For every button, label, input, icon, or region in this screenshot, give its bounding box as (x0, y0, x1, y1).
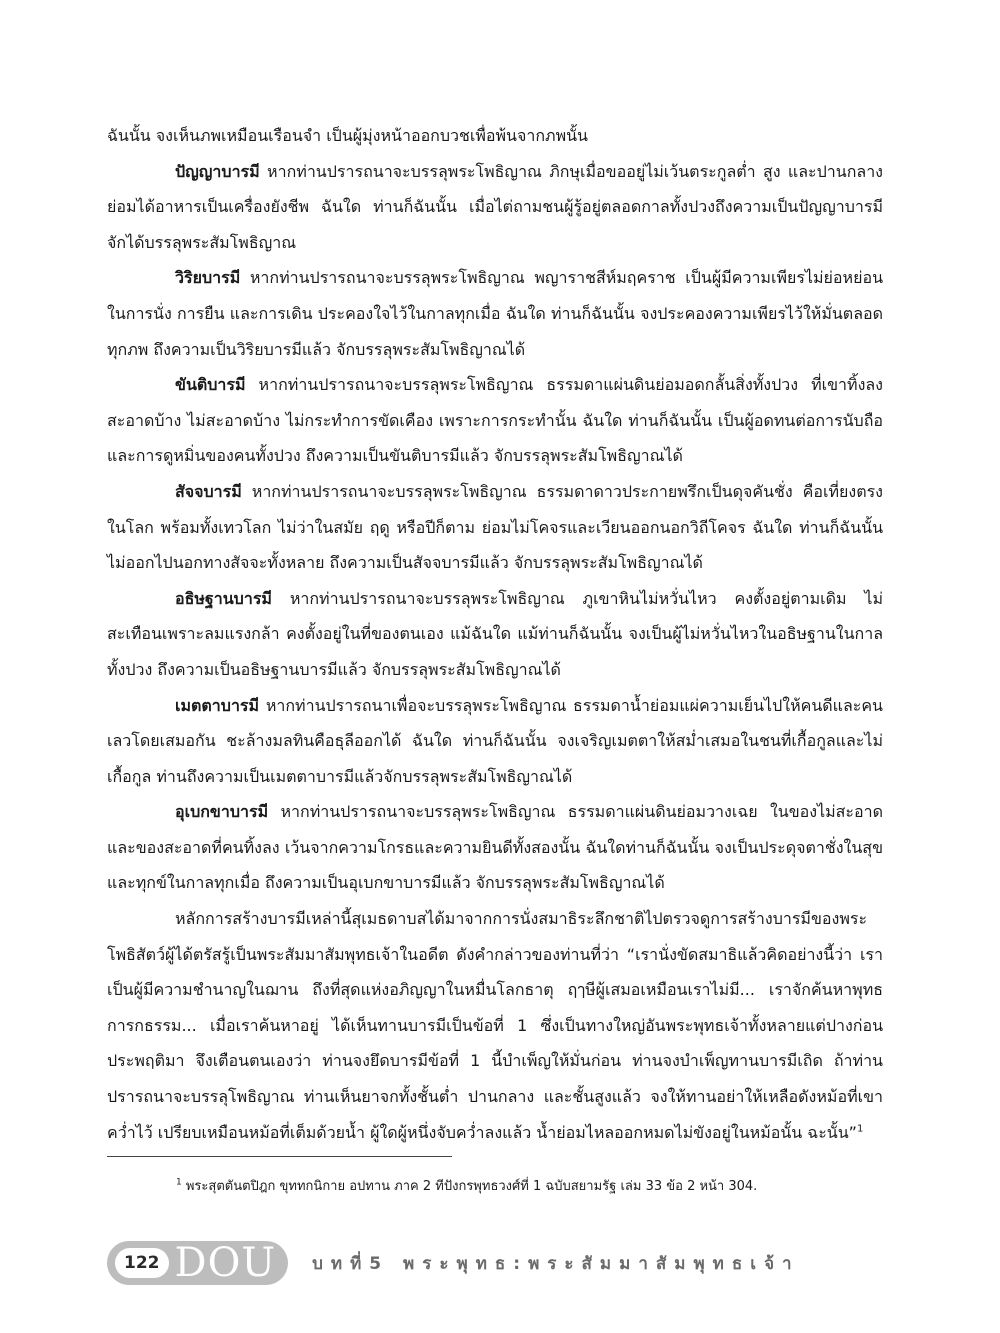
paragraph-metta (107, 688, 883, 795)
paragraph-text: หากท่านปรารถนาจะบรรลุพระโพธิญาณ ธรรมดาแผ่นดินย่อมวางเฉย ในของไม่สะอาดและของสะอาดที่คนทิ้งลง เว้นจากความโกรธและความยินดีทั้งสองนั้น ฉันใดท่านก็ฉันนั้น จงเป็นประดุจตาชั่งในสุขและทุกข์ในกาลทุกเมื่อ ถึงความเป็นอุเบกขาบารมีแล้ว จักบรรลุพระสัมโพธิญาณได้ (107, 802, 883, 893)
page-footer (107, 1240, 800, 1286)
paragraph-text: หากท่านปรารถนาจะบรรลุพระโพธิญาณ พญาราชสีห์มฤคราช เป็นผู้มีความเพียรไม่ย่อหย่อนในการนั่ง การยืน และการเดิน ประคองใจไว้ในกาลทุกเมื่อ ฉันใด ท่านก็ฉันนั้น จงประคองความเพียรไว้ให้มั่นตลอดทุกภพ ถึงความเป็นวิริยบารมีแล้ว จักบรรลุพระสัมโพธิญาณได้ (107, 268, 883, 359)
page-body (107, 118, 883, 1150)
footnote-number: 1 (176, 1177, 182, 1188)
paragraph-khanti (107, 367, 883, 474)
paragraph-term: อุเบกขาบารมี (175, 802, 269, 822)
paragraph-term: วิริยบารมี (175, 268, 241, 288)
chapter-title: บทที่5 พระพุทธ:พระสัมมาสัมพุทธเจ้า (312, 1253, 800, 1274)
paragraph-text: หากท่านปรารถนาจะบรรลุพระโพธิญาณ ภูเขาหินไม่หวั่นไหว คงตั้งอยู่ตามเดิม ไม่สะเทือนเพราะลมแรงกล้า คงตั้งอยู่ในที่ของตนเอง แม้ฉันใด แม้ท่านก็ฉันนั้น จงเป็นผู้ไม่หวั่นไหวในอธิษฐานในกาลทั้งปวง ถึงความเป็นอธิษฐานบารมีแล้ว จักบรรลุพระสัมโพธิญาณได้ (107, 588, 883, 679)
paragraph-adhitthana (107, 581, 883, 688)
paragraph-term: เมตตาบารมี (175, 695, 260, 715)
paragraph-term: ปัญญาบารมี (175, 161, 260, 181)
paragraph-text: หากท่านปรารถนาจะบรรลุพระโพธิญาณ ธรรมดาดาวประกายพรึกเป็นดุจคันชั่ง คือเที่ยงตรงในโลก พร้อมทั้งเทวโลก ไม่ว่าในสมัย ฤดู หรือปีก็ตาม ย่อมไม่โคจรและเวียนออกนอกวิถีโคจร ฉันใด ท่านก็ฉันนั้น ไม่ออกไปนอกทางสัจจะทั้งหลาย ถึงความเป็นสัจจบารมีแล้ว จักบรรลุพระสัมโพธิญาณได้ (107, 481, 883, 573)
footnote-ref[interactable]: 1 (856, 1123, 864, 1135)
paragraph-text: หากท่านปรารถนาจะบรรลุพระโพธิญาณ ภิกษุเมื่อขออยู่ไม่เว้นตระกูลต่ำ สูง และปานกลาง ย่อมได้อาหารเป็นเครื่องยังชีพ ฉันใด ท่านก็ฉันนั้น เมื่อไต่ถามชนผู้รู้อยู่ตลอดกาลทั้งปวงถึงความเป็นปัญญาบารมี จักได้บรรลุพระสัมโพธิญาณ (107, 161, 883, 252)
paragraph-panna (107, 154, 883, 261)
paragraph-viriya (107, 260, 883, 367)
paragraph-sacca (107, 474, 883, 581)
footer-badge (107, 1241, 288, 1285)
footnote-text: พระสุตตันตปิฎก ขุททกนิกาย อปทาน ภาค 2 ทีปังกรพุทธวงศ์ที่ 1 ฉบับสยามรัฐ เล่ม 33 ข้อ 2 หน้า 304. (181, 1179, 758, 1194)
paragraph-text: ฉันนั้น จงเห็นภพเหมือนเรือนจำ เป็นผู้มุ่งหน้าออกบวชเพื่อพ้นจากภพนั้น (107, 126, 588, 145)
footnote-divider (107, 1156, 452, 1157)
page-number: 122 (115, 1248, 169, 1278)
brand-logo: DOU (174, 1240, 277, 1286)
paragraph-text: หากท่านปรารถนาจะบรรลุพระโพธิญาณ ธรรมดาแผ่นดินย่อมอดกลั้นสิ่งทั้งปวง ที่เขาทิ้งลงสะอาดบ้าง ไม่สะอาดบ้าง ไม่กระทำการขัดเคือง เพราะการกระทำนั้น ฉันใด ท่านก็ฉันนั้น เป็นผู้อดทนต่อการนับถือและการดูหมิ่นของคนทั้งปวง ถึงความเป็นขันติบารมีแล้ว จักบรรลุพระสัมโพธิญาณได้ (107, 375, 883, 466)
footnote (176, 1177, 896, 1197)
paragraph-summary (107, 901, 883, 1150)
paragraph-term: ขันติบารมี (175, 375, 246, 395)
paragraph-text: หากท่านปรารถนาเพื่อจะบรรลุพระโพธิญาณ ธรรมดาน้ำย่อมแผ่ความเย็นไปให้คนดีและคนเลวโดยเสมอกัน ชะล้างมลทินคือธุลีออกได้ ฉันใด ท่านก็ฉันนั้น จงเจริญเมตตาให้สม่ำเสมอในชนที่เกื้อกูลและไม่เกื้อกูล ท่านถึงความเป็นเมตตาบารมีแล้วจักบรรลุพระสัมโพธิญาณได้ (107, 695, 883, 786)
paragraph-term: สัจจบารมี (175, 481, 242, 501)
paragraph-term: อธิษฐานบารมี (175, 588, 272, 608)
paragraph-intro-continuation (107, 118, 883, 154)
paragraph-upekkha (107, 794, 883, 901)
paragraph-text: หลักการสร้างบารมีเหล่านี้สุเมธดาบสได้มาจากการนั่งสมาธิระลึกชาติไปตรวจดูการสร้างบารมีของพระโพธิสัตว์ผู้ได้ตรัสรู้เป็นพระสัมมาสัมพุทธเจ้าในอดีต ดังคำกล่าวของท่านที่ว่า “เรานั่งขัดสมาธิแล้วคิดอย่างนี้ว่า เราเป็นผู้มีความชำนาญในฌาน ถึงที่สุดแห่งอภิญญาในหมื่นโลกธาตุ ฤๅษีผู้เสมอเหมือนเราไม่มี... เราจักค้นหาพุทธการกธรรม... เมื่อเราค้นหาอยู่ ได้เห็นทานบารมีเป็นข้อที่ 1 ซึ่งเป็นทางใหญ่อันพระพุทธเจ้าทั้งหลายแต่ปางก่อนประพฤติมา จึงเตือนตนเองว่า ท่านจงยึดบารมีข้อที่ 1 นี้บำเพ็ญให้มั่นก่อน ท่านจงบำเพ็ญทานบารมีเถิด ถ้าท่านปรารถนาจะบรรลุโพธิญาณ ท่านเห็นยาจกทั้งชั้นต่ำ ปานกลาง และชั้นสูงแล้ว จงให้ทานอย่าให้เหลือดังหม้อที่เขาคว่ำไว้ เปรียบเหมือนหม้อที่เต็มด้วยน้ำ ผู้ใดผู้หนึ่งจับคว่ำลงแล้ว น้ำย่อมไหลออกหมดไม่ขังอยู่ในหม้อนั้น ฉะนั้น” (107, 909, 883, 1142)
